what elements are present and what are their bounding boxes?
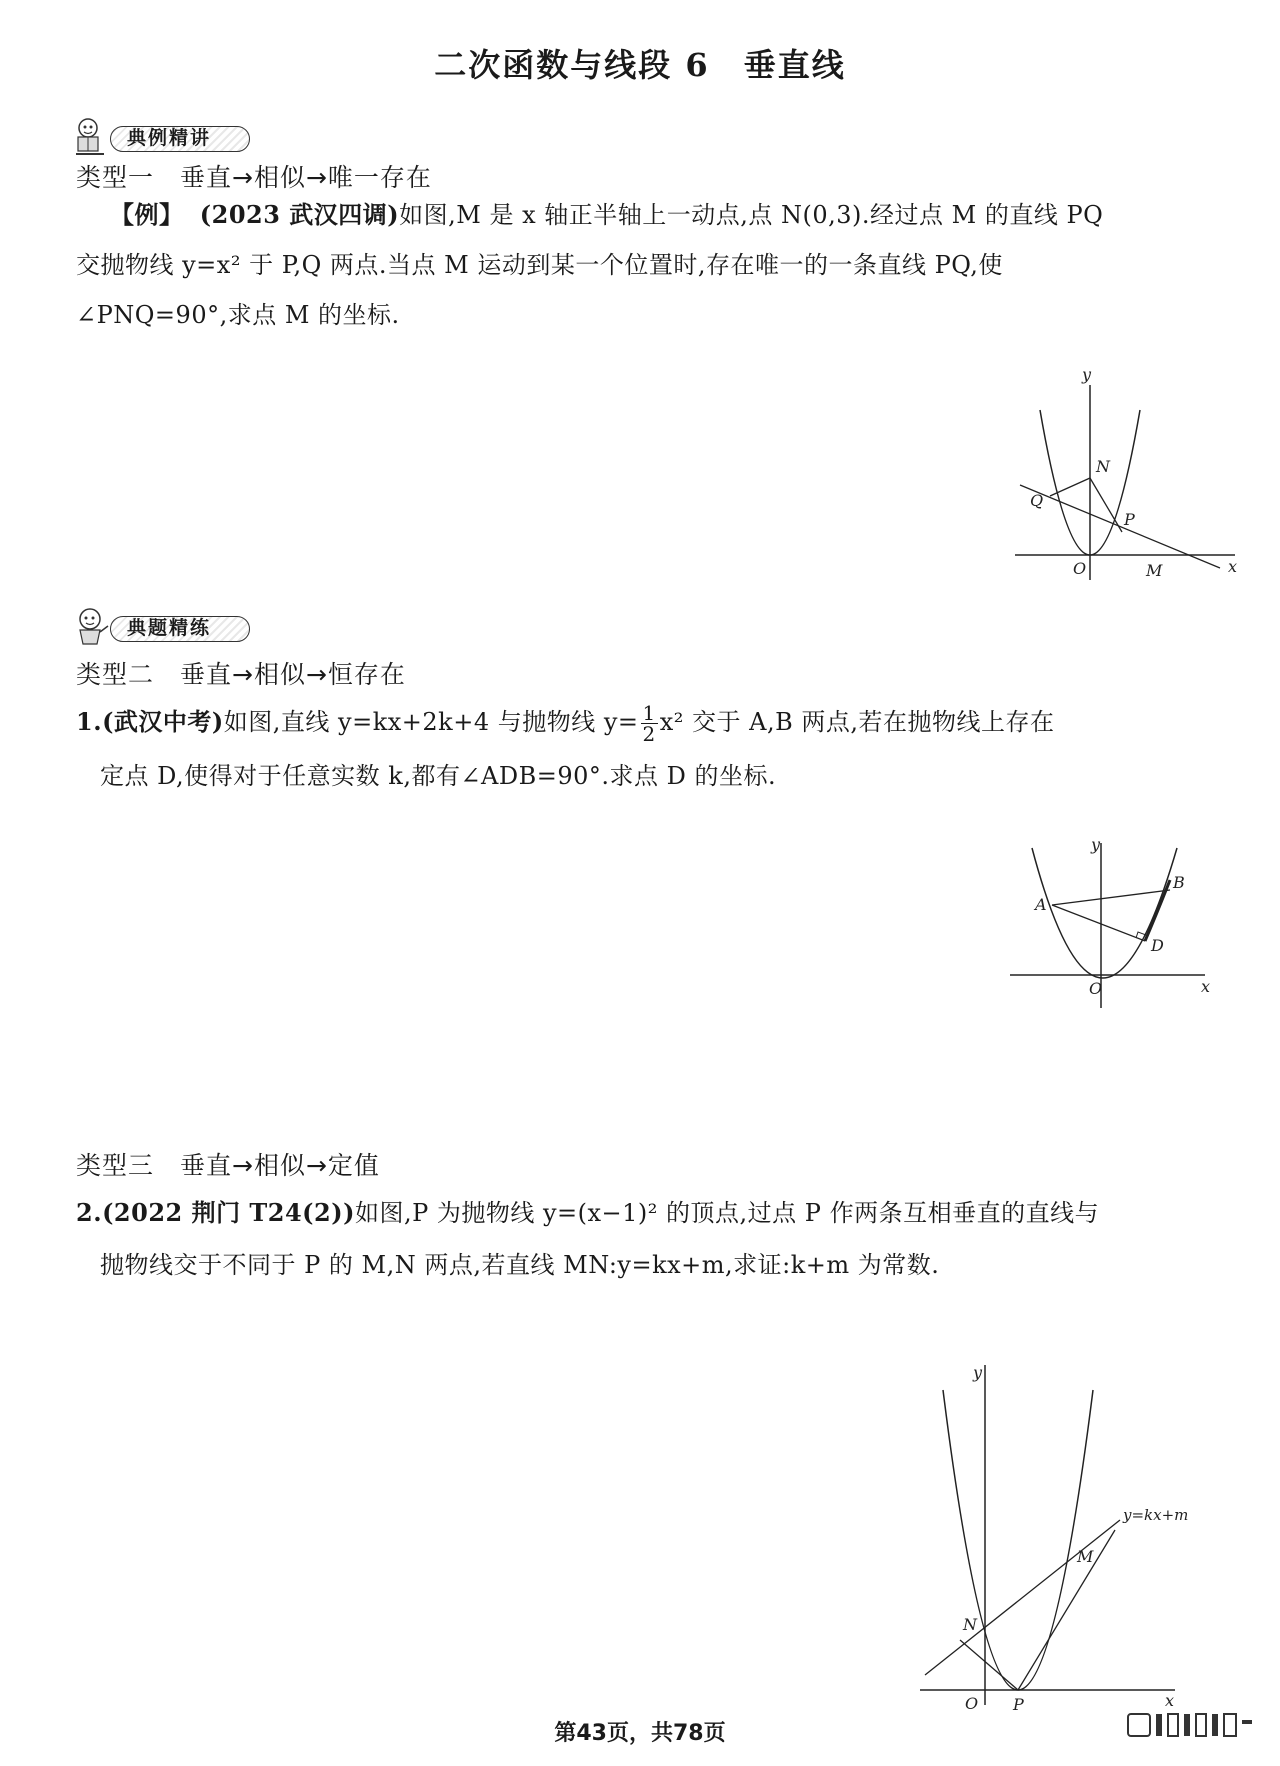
problem1-source: (武汉中考)	[102, 707, 224, 736]
segment-ad	[1052, 905, 1145, 941]
problem1-text-b: x² 交于 A,B 两点,若在抛物线上存在	[659, 708, 1055, 736]
example-source: (2023 武汉四调)	[199, 200, 400, 229]
example-line3: ∠PNQ=90°,求点 M 的坐标.	[76, 301, 400, 329]
barcode-watermark-icon	[1128, 1712, 1258, 1738]
bold-arc-db	[1145, 880, 1170, 941]
fraction-numerator: 1	[642, 701, 656, 725]
problem2-line1	[76, 1188, 1226, 1238]
fig1-label-q: Q	[1030, 491, 1044, 510]
fig2-label-d: D	[1151, 936, 1164, 955]
line-mn	[925, 1520, 1120, 1675]
problem2-source: (2022 荆门 T24(2))	[102, 1198, 355, 1227]
fig1-label-p: P	[1124, 510, 1135, 529]
figure-problem1-parabola	[1005, 835, 1220, 1018]
fig2-label-y: y	[1091, 835, 1101, 854]
example-banner-label: 典例精讲	[110, 126, 250, 152]
fig3-label-p: P	[1013, 1695, 1024, 1714]
fig3-label-line: y=kx+m	[1123, 1506, 1189, 1524]
problem1-line2: 定点 D,使得对于任意实数 k,都有∠ADB=90°.求点 D 的坐标.	[100, 762, 777, 790]
segment-np	[960, 1640, 1018, 1690]
figure-example-parabola	[1010, 365, 1240, 590]
example-banner	[70, 116, 260, 158]
section-type1-heading: 类型一 垂直→相似→唯一存在	[76, 163, 432, 192]
example-problem	[110, 190, 1210, 240]
problem1-line1	[76, 697, 1226, 747]
section-type3-heading: 类型三 垂直→相似→定值	[76, 1151, 380, 1180]
section-type2-heading: 类型二 垂直→相似→恒存在	[76, 660, 406, 689]
problem1-number: 1.	[76, 707, 103, 736]
fig1-label-o: O	[1073, 559, 1087, 578]
practice-banner-label: 典题精练	[110, 616, 250, 642]
fig3-label-x: x	[1165, 1691, 1175, 1710]
problem2-number: 2.	[76, 1198, 103, 1227]
fraction-one-half	[641, 703, 658, 744]
fig1-label-x: x	[1228, 557, 1238, 576]
practice-banner	[70, 606, 260, 648]
mascot-pointing-icon	[70, 606, 110, 648]
example-text-line1: 如图,M 是 x 轴正半轴上一动点,点 N(0,3).经过点 M 的直线 PQ	[399, 201, 1104, 229]
fig2-label-x: x	[1201, 977, 1211, 996]
fig2-label-b: B	[1173, 873, 1185, 892]
example-tag: 【例】	[110, 200, 184, 229]
fig3-label-n: N	[963, 1615, 977, 1634]
fig3-label-m: M	[1077, 1547, 1094, 1566]
fig3-label-o: O	[965, 1694, 979, 1713]
segment-pm	[1018, 1530, 1115, 1690]
fig1-label-n: N	[1096, 457, 1110, 476]
page-footer: 第43页，共78页	[554, 1721, 726, 1746]
example-line2: 交抛物线 y=x² 于 P,Q 两点.当点 M 运动到某一个位置时,存在唯一的一条直线 PQ,使	[76, 251, 1003, 279]
fraction-denominator: 2	[642, 722, 656, 746]
problem2-text-line1: 如图,P 为抛物线 y=(x−1)² 的顶点,过点 P 作两条互相垂直的直线与	[354, 1199, 1100, 1227]
example-line1	[110, 190, 1210, 240]
segment-ab	[1052, 890, 1170, 905]
figure-problem2-parabola	[915, 1360, 1215, 1714]
problem2-line2: 抛物线交于不同于 P 的 M,N 两点,若直线 MN:y=kx+m,求证:k+m 为常数.	[100, 1251, 940, 1279]
fig2-label-o: O	[1089, 979, 1103, 998]
fig1-label-y: y	[1082, 365, 1092, 384]
segment-np	[1090, 478, 1122, 532]
problem1-text-a: 如图,直线 y=kx+2k+4 与抛物线 y=	[223, 708, 639, 736]
mascot-reading-icon	[70, 116, 110, 158]
fig2-label-a: A	[1035, 895, 1047, 914]
page-title: 二次函数与线段 6 垂直线	[434, 46, 846, 84]
fig3-label-y: y	[973, 1363, 983, 1382]
fig1-label-m: M	[1146, 561, 1163, 580]
